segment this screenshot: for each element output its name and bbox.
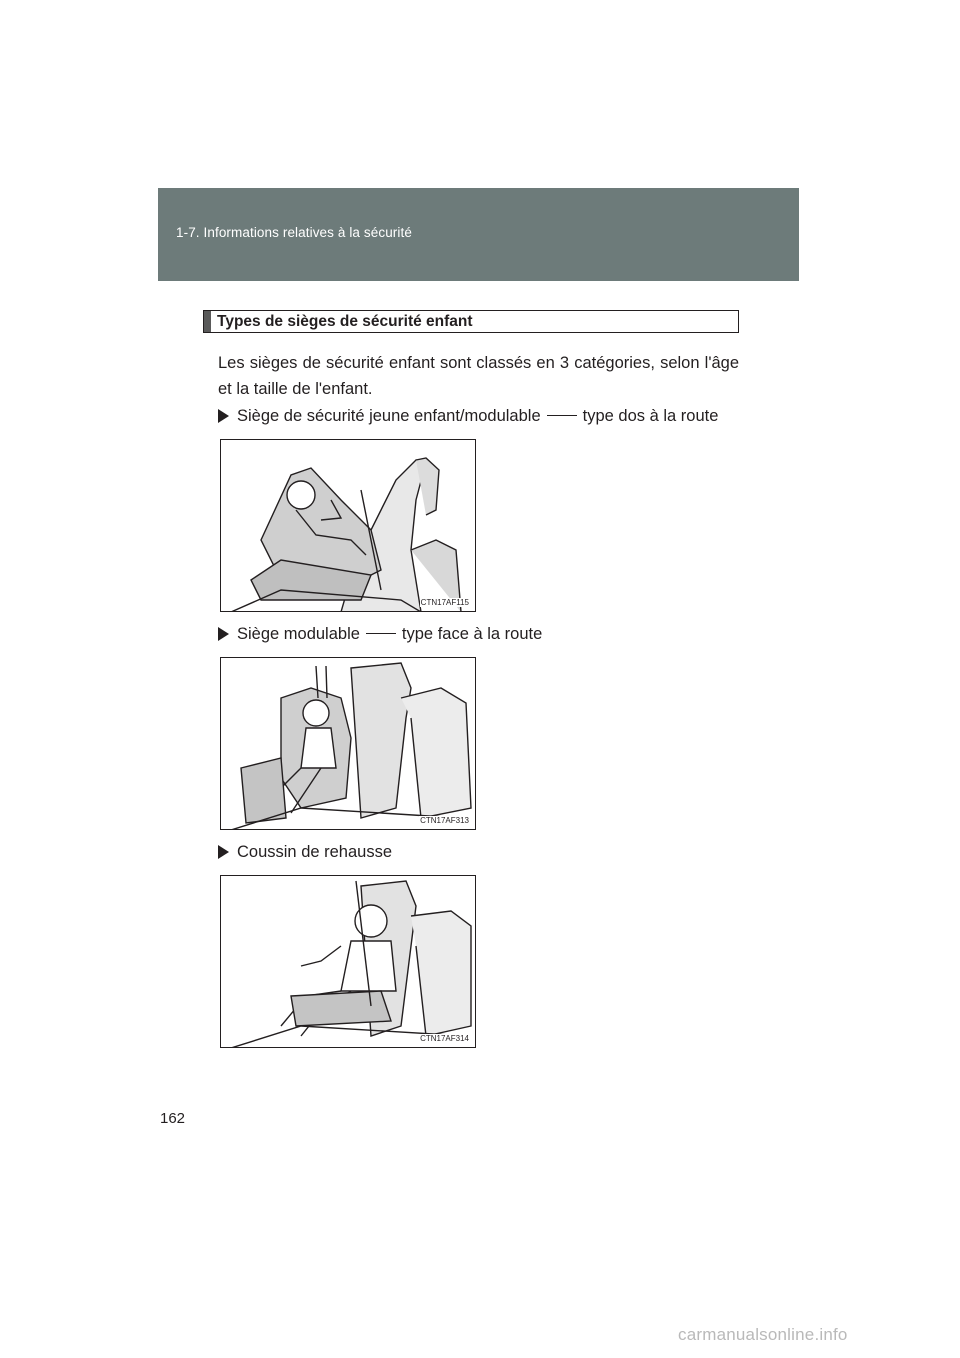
footer-watermark[interactable]: carmanualsonline.info (678, 1325, 848, 1344)
section-label: 1-7. Informations relatives à la sécurité (176, 225, 412, 240)
list-item-rear-facing (218, 406, 718, 426)
triangle-bullet-icon (218, 845, 229, 859)
intro-paragraph: Les sièges de sécurité enfant sont classés en 3 catégories, selon l'âge et la taille de l'enfant. (218, 354, 739, 398)
figure-code: CTN17AF314 (420, 1034, 469, 1043)
booster-seat-illustration (220, 875, 476, 1048)
section-marker (204, 311, 211, 332)
item-label: Siège modulable (237, 625, 360, 643)
figure-code: CTN17AF313 (420, 816, 469, 825)
item-sublabel: type face à la route (401, 625, 543, 643)
item-label: Coussin de rehausse (237, 843, 393, 861)
dash (547, 415, 577, 416)
page-number: 162 (160, 1110, 186, 1127)
rear-facing-seat-illustration (220, 439, 476, 612)
dash (366, 633, 396, 634)
list-item-booster (218, 842, 392, 862)
figure-code: CTN17AF115 (420, 598, 469, 607)
section-title: Types de sièges de sécurité enfant (217, 313, 473, 330)
header-band (158, 188, 799, 281)
triangle-bullet-icon (218, 409, 229, 423)
list-item-forward-facing (218, 624, 542, 644)
section-heading (203, 310, 739, 333)
forward-facing-seat-illustration (220, 657, 476, 830)
item-sublabel: type dos à la route (582, 407, 719, 425)
triangle-bullet-icon (218, 627, 229, 641)
item-label: Siège de sécurité jeune enfant/modulable (237, 407, 541, 425)
